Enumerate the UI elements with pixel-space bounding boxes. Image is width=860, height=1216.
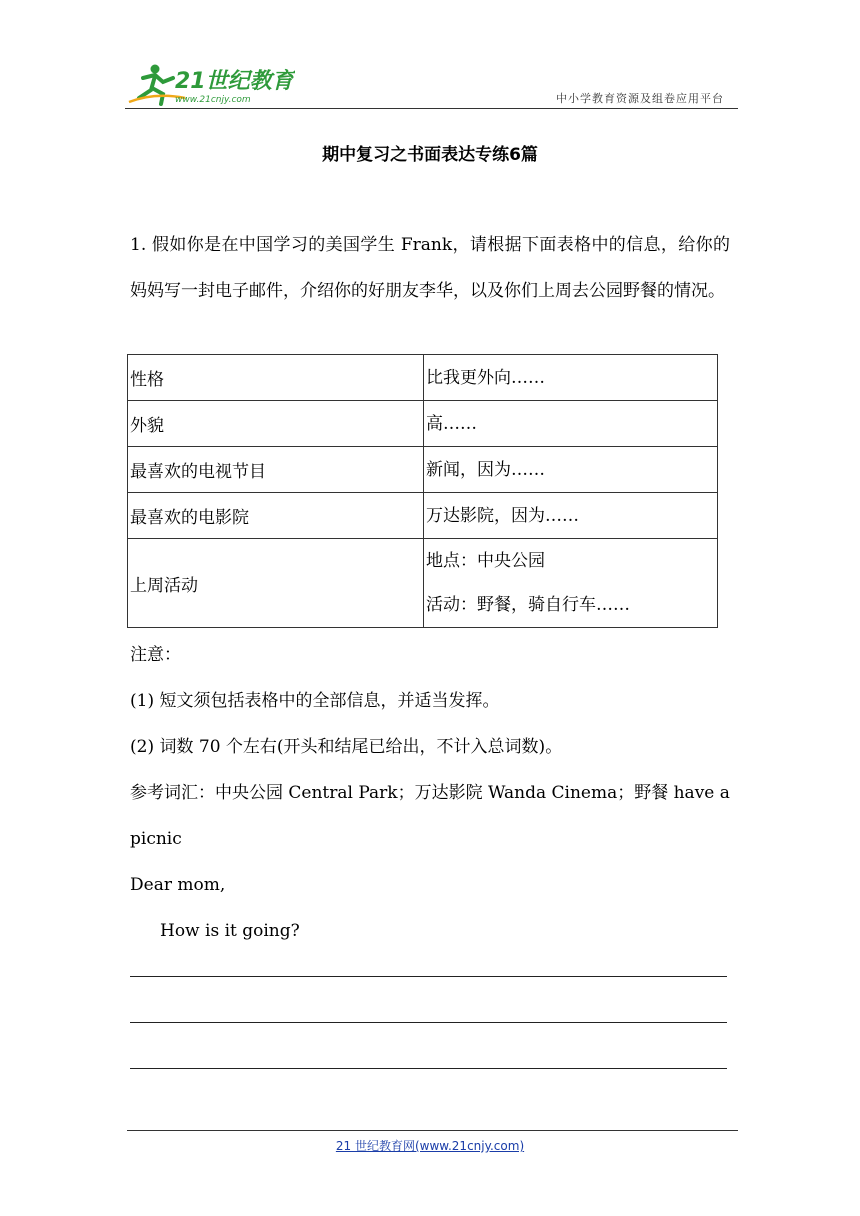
svg-text:21世纪教育: 21世纪教育 bbox=[175, 69, 294, 94]
answer-line[interactable] bbox=[130, 1022, 727, 1023]
header-platform-text: 中小学教育资源及组卷应用平台 bbox=[556, 92, 724, 105]
footer-divider bbox=[127, 1130, 738, 1131]
footer-link[interactable]: 21 世纪教育网(www.21cnjy.com) bbox=[335, 1139, 525, 1153]
vocab-reference: 参考词汇：中央公园 Central Park；万达影院 Wanda Cinema；野餐 have a picnic bbox=[130, 783, 730, 849]
notes-section bbox=[130, 632, 730, 954]
answer-line[interactable] bbox=[130, 1068, 727, 1069]
table-row bbox=[128, 539, 718, 628]
logo-21cnjy bbox=[125, 62, 295, 106]
page-header bbox=[125, 62, 738, 109]
document-title: 期中复习之书面表达专练6篇 bbox=[322, 145, 538, 165]
table-cell-label: 最喜欢的电视节目 bbox=[128, 447, 424, 493]
svg-text:www.21cnjy.com: www.21cnjy.com bbox=[175, 95, 251, 105]
table-cell-label: 外貌 bbox=[128, 401, 424, 447]
table-cell-value: 地点：中央公园 活动：野餐，骑自行车…… bbox=[424, 539, 718, 628]
table-cell-label: 性格 bbox=[128, 355, 424, 401]
letter-greeting: Dear mom, bbox=[130, 875, 226, 895]
letter-opening: How is it going? bbox=[160, 921, 300, 941]
question-prompt: 1. 假如你是在中国学习的美国学生 Frank，请根据下面表格中的信息，给你的妈妈写一封电子邮件，介绍你的好朋友李华，以及你们上周去公园野餐的情况。 bbox=[130, 235, 730, 301]
table-cell-value: 高…… bbox=[424, 401, 718, 447]
table-cell-value: 万达影院，因为…… bbox=[424, 493, 718, 539]
table-row bbox=[128, 401, 718, 447]
table-row bbox=[128, 493, 718, 539]
table-row bbox=[128, 447, 718, 493]
info-table bbox=[127, 354, 718, 628]
table-row bbox=[128, 355, 718, 401]
table-cell-label: 最喜欢的电影院 bbox=[128, 493, 424, 539]
table-cell-value: 新闻，因为…… bbox=[424, 447, 718, 493]
note-item: (2) 词数 70 个左右(开头和结尾已给出，不计入总词数)。 bbox=[130, 737, 563, 757]
answer-line[interactable] bbox=[130, 976, 727, 977]
note-item: (1) 短文须包括表格中的全部信息，并适当发挥。 bbox=[130, 691, 500, 711]
table-cell-label: 上周活动 bbox=[128, 539, 424, 628]
notes-heading: 注意： bbox=[130, 645, 181, 665]
table-cell-value: 比我更外向…… bbox=[424, 355, 718, 401]
